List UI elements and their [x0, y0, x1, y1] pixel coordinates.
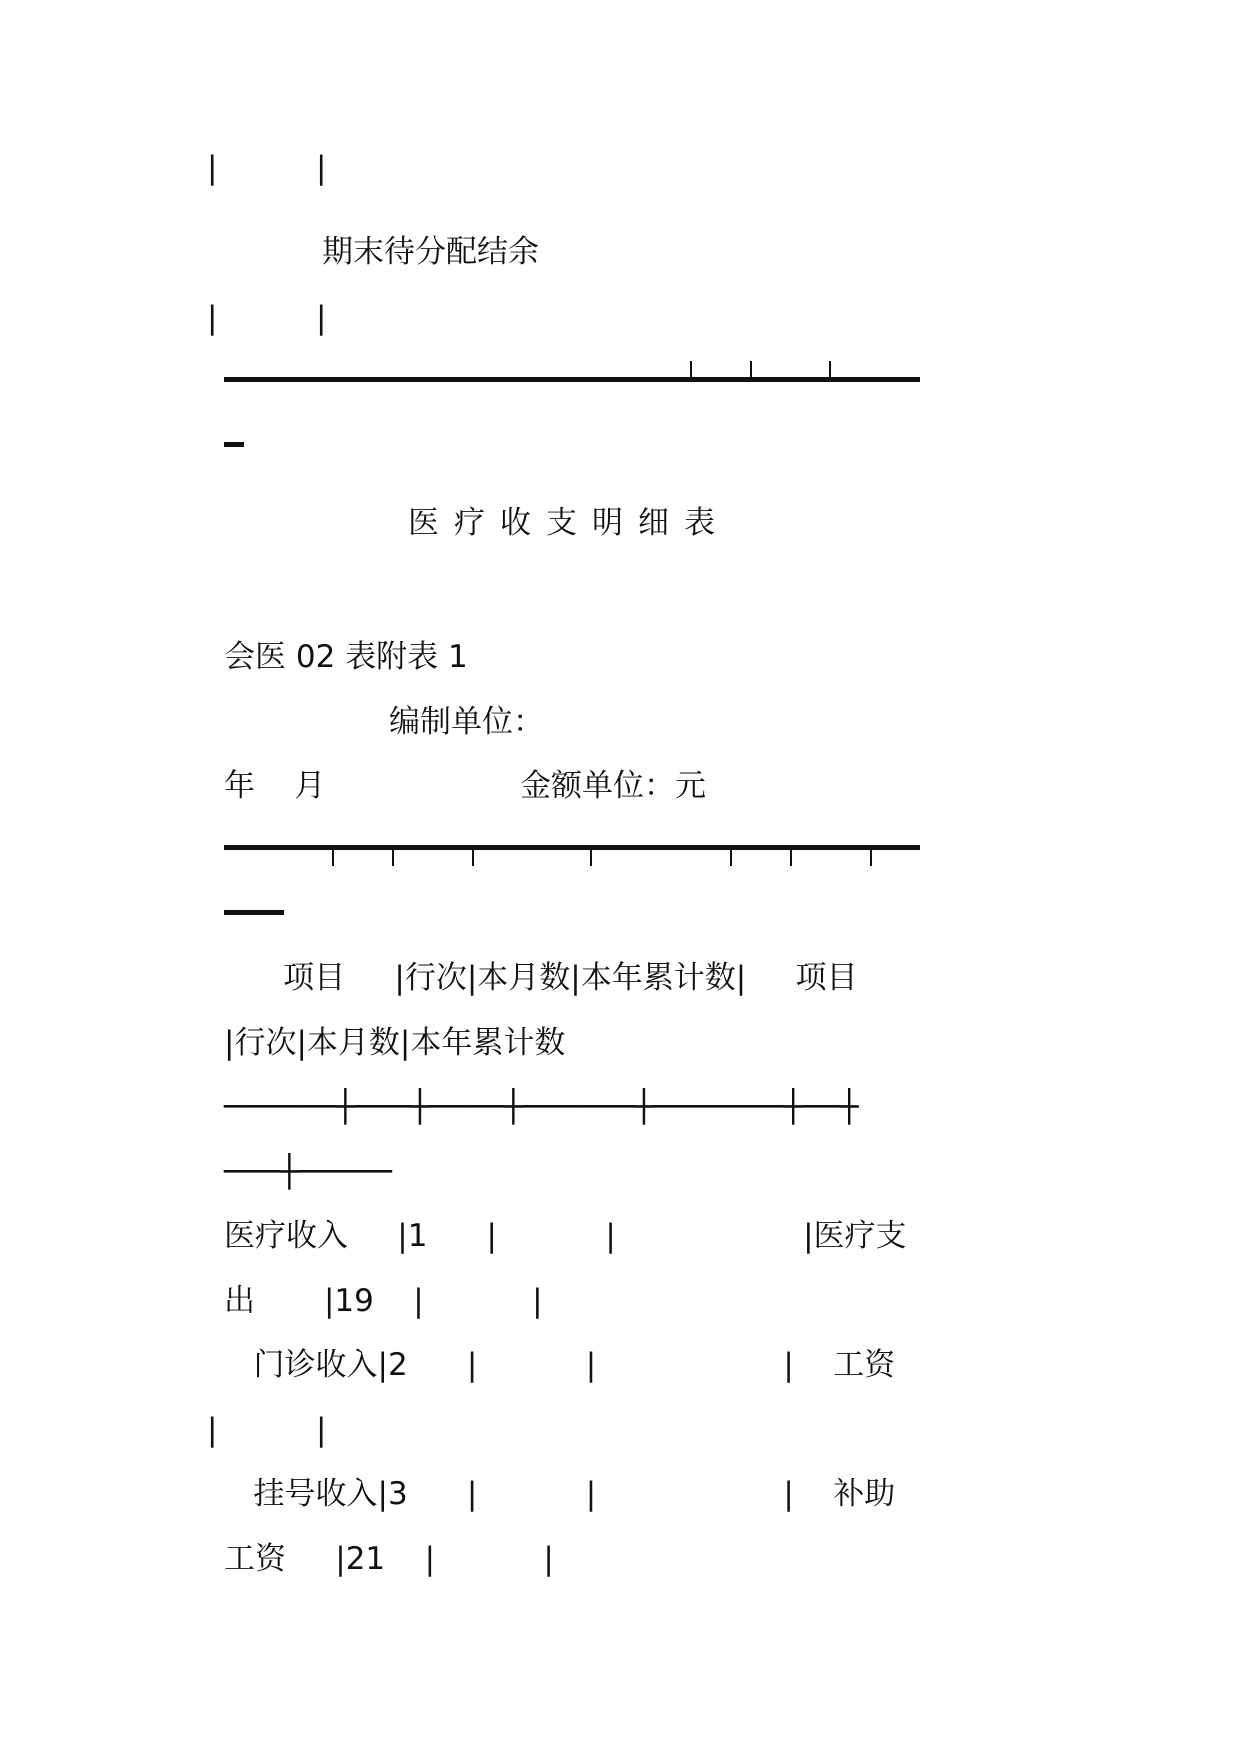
page-title: 医疗收支明细表 [408, 505, 730, 541]
thick-rule-2 [224, 845, 920, 850]
rule-1-tick [690, 361, 692, 379]
table-row-2-line-2: | | [207, 1412, 327, 1448]
rule-2-tick [870, 848, 872, 866]
unit-label: 金额单位：元 [520, 768, 706, 804]
table-header-line-1: 项目 |行次|本月数|本年累计数| 项目 [224, 960, 858, 996]
table-row-1-line-1: 医疗收入 |1 | | |医疗支 [224, 1218, 907, 1254]
rule-2-tick [392, 848, 394, 866]
table-row-1-line-2: 出 |19 | | [224, 1283, 543, 1319]
table-row-3-line-2: 工资 |21 | | [224, 1541, 554, 1577]
table-row-2-line-1: 门诊收入|2 | | | 工资 [224, 1347, 896, 1383]
rule-2-tick [790, 848, 792, 866]
table-header-line-2: |行次|本月数|本年累计数 [224, 1025, 566, 1061]
table-divider-line-1: ──────┼───┼────┼──────┼───────┼──┼ [224, 1089, 859, 1125]
rule-2-tick [472, 848, 474, 866]
date-label: 年 月 [224, 768, 326, 804]
thick-rule-1 [224, 377, 920, 382]
rule-2-tick [730, 848, 732, 866]
bar-line-a: | | [207, 150, 327, 186]
thick-rule-1-stub [224, 442, 244, 447]
table-divider-line-2: ───┼───── [224, 1154, 392, 1190]
rule-2-tick [590, 848, 592, 866]
bar-line-b: | | [207, 300, 327, 336]
org-label: 编制单位： [389, 704, 544, 740]
carryover-label: 期末待分配结余 [322, 234, 539, 270]
thick-rule-2-stub [224, 910, 284, 915]
table-row-3-line-1: 挂号收入|3 | | | 补助 [224, 1476, 896, 1512]
form-code: 会医 02 表附表 1 [224, 639, 468, 675]
rule-1-tick [750, 361, 752, 379]
rule-2-tick [332, 848, 334, 866]
rule-1-tick [829, 361, 831, 379]
